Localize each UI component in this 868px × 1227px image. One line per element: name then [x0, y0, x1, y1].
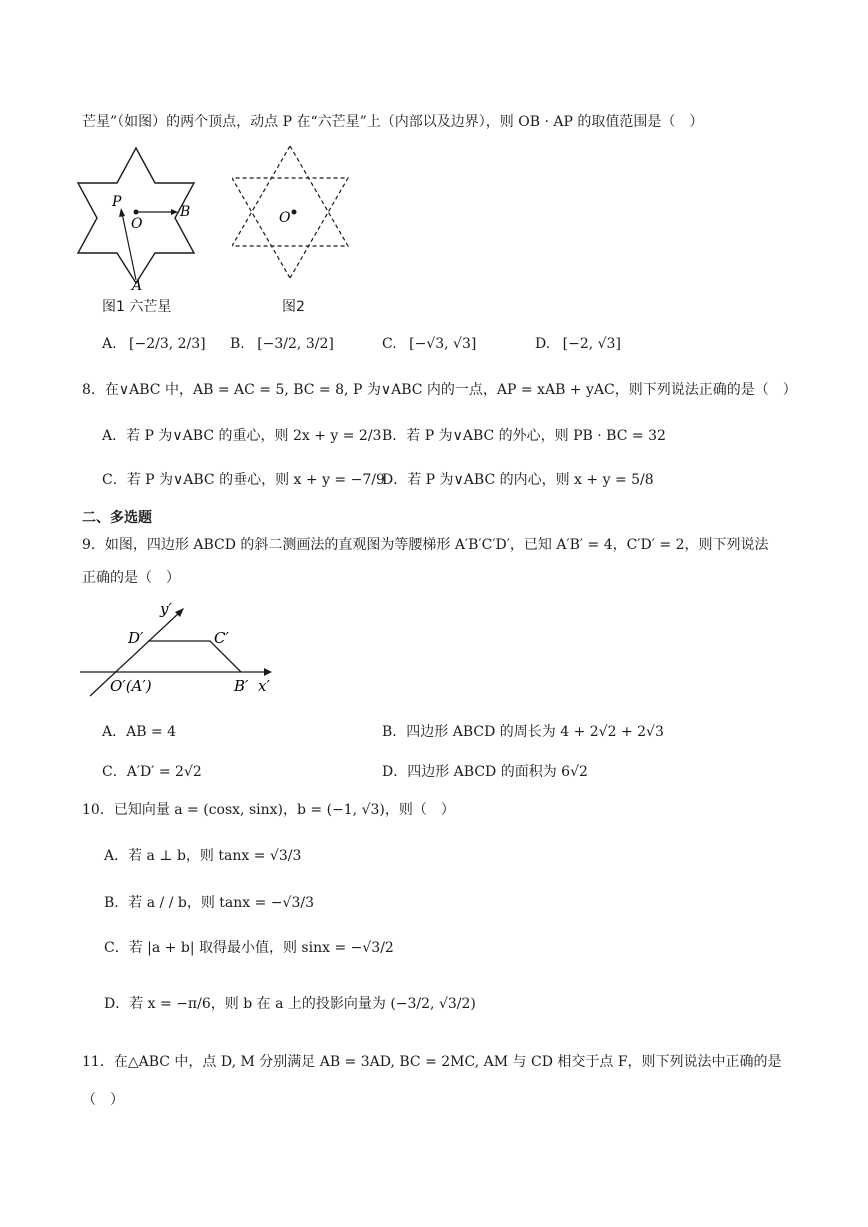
section-multiple-choice-title: 二、多选题	[82, 510, 152, 526]
figure-2-hexagram-dashed	[232, 142, 356, 282]
q8-option-a[interactable]: A．若 P 为∨ABC 的重心，则 2x + y = 2/3	[102, 428, 382, 444]
figure-q9-trapezoid	[78, 598, 278, 702]
q8-stem: 8．在∨ABC 中，AB = AC = 5, BC = 8, P 为∨ABC 内的一点，AP = xAB + yAC，则下列说法正确的是（ ）	[82, 382, 797, 398]
q7-option-d-text: [−2, √3]	[562, 336, 621, 352]
q8-option-c[interactable]: C．若 P 为∨ABC 的垂心，则 x + y = −7/9	[102, 472, 385, 488]
q7-option-c[interactable]: C. [−√3, √3]	[382, 336, 477, 352]
q7-option-a-text: [−2/3, 2/3]	[129, 336, 206, 352]
fig2-label-o: O	[279, 210, 291, 226]
q9-option-d[interactable]: D．四边形 ABCD 的面积为 6√2	[382, 764, 588, 780]
q8-option-d[interactable]: D．若 P 为∨ABC 的内心，则 x + y = 5/8	[382, 472, 654, 488]
q9-option-a[interactable]: A．AB = 4	[102, 724, 177, 740]
q10-option-b[interactable]: B．若 a / / b，则 tanx = −√3/3	[104, 895, 314, 911]
fig1-label-p: P	[112, 194, 122, 210]
fig-q9-label-o: O′(A′)	[110, 677, 152, 695]
q7-option-a[interactable]: A. [−2/3, 2/3]	[102, 336, 206, 352]
q9-stem-line1: 9．如图，四边形 ABCD 的斜二测画法的直观图为等腰梯形 A′B′C′D′，已知 A′B′ = 4，C′D′ = 2，则下列说法	[82, 537, 769, 553]
figure-1-hexagram	[76, 140, 202, 290]
fig2-caption: 图2	[282, 299, 305, 315]
q10-option-c[interactable]: C．若 |a + b| 取得最小值，则 sinx = −√3/2	[104, 940, 394, 956]
fig1-label-b: B	[180, 204, 191, 220]
q7-option-c-text: [−√3, √3]	[409, 336, 477, 352]
fig-q9-label-c: C′	[214, 629, 229, 647]
q10-option-a[interactable]: A．若 a ⊥ b，则 tanx = √3/3	[104, 848, 302, 864]
q7-option-b[interactable]: B. [−3/2, 3/2]	[230, 336, 334, 352]
q10-stem: 10．已知向量 a = (cosx, sinx)，b = (−1, √3)，则（ ）	[82, 802, 455, 818]
q7-option-d[interactable]: D. [−2, √3]	[535, 336, 621, 352]
fig-q9-label-b: B′	[234, 677, 249, 695]
q9-stem-line2: 正确的是（ ）	[82, 570, 180, 586]
fig1-label-o: O	[131, 216, 143, 232]
fig-q9-label-d: D′	[128, 629, 144, 647]
q11-stem-line1: 11．在△ABC 中，点 D, M 分别满足 AB = 3AD, BC = 2MC, AM 与 CD 相交于点 F，则下列说法中正确的是	[82, 1054, 782, 1070]
q10-option-d[interactable]: D．若 x = −π/6，则 b 在 a 上的投影向量为 (−3/2, √3/2)	[104, 996, 476, 1012]
q8-option-b[interactable]: B．若 P 为∨ABC 的外心，则 PB · BC = 32	[382, 428, 666, 444]
fig-q9-label-x: x′	[258, 677, 270, 695]
q11-stem-line2: （ ）	[82, 1092, 124, 1108]
q9-option-b[interactable]: B．四边形 ABCD 的周长为 4 + 2√2 + 2√3	[382, 724, 664, 740]
fig-q9-label-y: y′	[160, 600, 172, 618]
q7-stem: 芒星”（如图）的两个顶点，动点 P 在“六芒星”上（内部以及边界），则 OB · AP 的取值范围是（ ）	[82, 114, 704, 130]
q9-option-c[interactable]: C．A′D′ = 2√2	[102, 764, 202, 780]
fig1-label-a: A	[132, 278, 143, 290]
q7-option-b-text: [−3/2, 3/2]	[257, 336, 334, 352]
fig1-caption: 图1 六芒星	[102, 299, 172, 315]
